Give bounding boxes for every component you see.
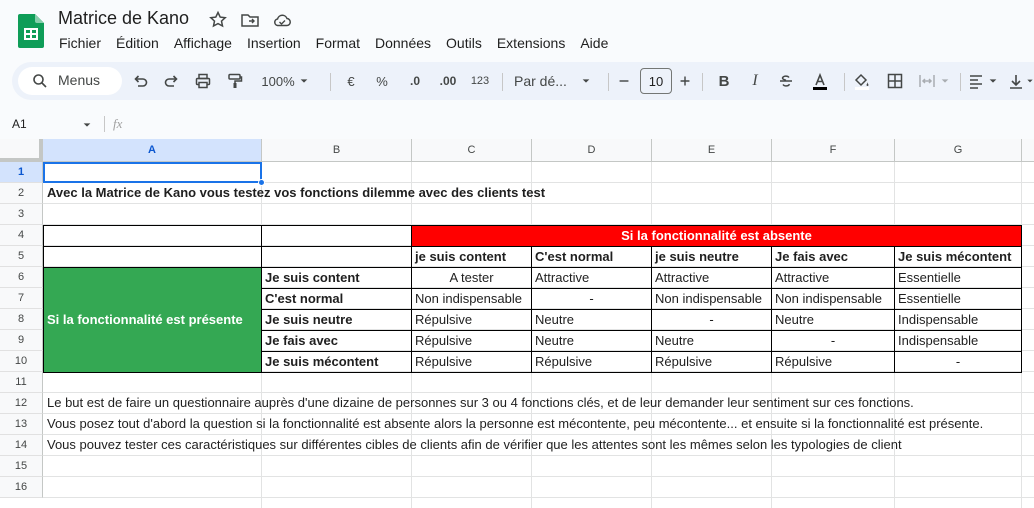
- row-header[interactable]: 10: [0, 351, 43, 372]
- row-header[interactable]: 14: [0, 435, 43, 456]
- matrix-cell[interactable]: Attractive: [771, 267, 895, 289]
- note-text[interactable]: Vous posez tout d'abord la question si la fonctionnalité est absente alors la personne est mécontente, peu mécontente... et ensuite si la fonctionnalité est présente.: [47, 416, 984, 431]
- menu-donnees[interactable]: Données: [375, 35, 432, 51]
- matrix-cell[interactable]: Attractive: [531, 267, 652, 289]
- active-cell-a1[interactable]: [43, 162, 262, 183]
- search-icon: [32, 73, 48, 89]
- present-header[interactable]: Si la fonctionnalité est présente: [43, 267, 262, 373]
- matrix-cell[interactable]: Répulsive: [771, 351, 895, 373]
- column-header-b[interactable]: B: [262, 139, 412, 162]
- row-header[interactable]: 2: [0, 183, 43, 204]
- fill-color-icon[interactable]: [852, 71, 872, 91]
- column-header-c[interactable]: C: [412, 139, 532, 162]
- column-header-f[interactable]: F: [772, 139, 895, 162]
- matrix-cell[interactable]: Neutre: [531, 330, 652, 352]
- menu-affichage[interactable]: Affichage: [173, 35, 232, 51]
- chevron-down-icon[interactable]: [988, 71, 998, 91]
- row-header[interactable]: 4: [0, 225, 43, 246]
- intro-text[interactable]: Avec la Matrice de Kano vous testez vos fonctions dilemme avec des clients test: [47, 185, 546, 200]
- col-header-normal[interactable]: C'est normal: [531, 246, 652, 268]
- print-icon[interactable]: [193, 71, 213, 91]
- row-header[interactable]: 15: [0, 456, 43, 477]
- row-header[interactable]: 11: [0, 372, 43, 393]
- row-header[interactable]: 16: [0, 477, 43, 498]
- table-cell[interactable]: [261, 246, 412, 268]
- row-header[interactable]: 6: [0, 267, 43, 288]
- chevron-down-icon[interactable]: [298, 71, 310, 91]
- decrease-decimal-button[interactable]: .0: [409, 74, 420, 88]
- toolbar-divider: [330, 73, 331, 91]
- search-label: Menus: [58, 72, 101, 88]
- italic-icon[interactable]: I: [752, 72, 758, 89]
- row-label[interactable]: Je fais avec: [261, 330, 412, 352]
- column-header-d[interactable]: D: [532, 139, 652, 162]
- redo-icon[interactable]: [162, 71, 182, 91]
- row-label[interactable]: Je suis content: [261, 267, 412, 289]
- matrix-cell[interactable]: Répulsive: [651, 351, 772, 373]
- matrix-cell[interactable]: A tester: [411, 267, 532, 289]
- table-cell[interactable]: [261, 225, 412, 247]
- chevron-down-icon[interactable]: [580, 71, 592, 91]
- strikethrough-icon[interactable]: [777, 71, 795, 91]
- currency-format-button[interactable]: €: [347, 73, 355, 89]
- fx-icon: fx: [113, 116, 123, 131]
- percent-format-button[interactable]: %: [376, 73, 388, 89]
- column-header-h[interactable]: [1022, 139, 1034, 162]
- toolbar-divider: [702, 73, 703, 91]
- note-text[interactable]: Vous pouvez tester ces caractéristiques sur différentes cibles de clients afin de vérifier que les attentes sont les mêmes selon les typologies de client: [47, 437, 902, 452]
- toolbar-divider: [502, 73, 503, 91]
- text-color-icon[interactable]: [809, 71, 831, 91]
- absent-header[interactable]: Si la fonctionnalité est absente: [411, 225, 1022, 247]
- row-header[interactable]: 13: [0, 414, 43, 435]
- spreadsheet-grid: [0, 139, 1034, 508]
- zoom-select[interactable]: 100%: [261, 73, 295, 89]
- chevron-down-icon[interactable]: [82, 120, 92, 130]
- increase-decimal-button[interactable]: .00: [439, 74, 457, 88]
- matrix-cell[interactable]: Essentielle: [894, 267, 1022, 289]
- cell-reference: A1: [12, 117, 27, 131]
- matrix-cell[interactable]: Indispensable: [894, 309, 1022, 331]
- matrix-cell[interactable]: Neutre: [651, 330, 772, 352]
- table-cell[interactable]: [43, 246, 262, 268]
- col-header-mecontent[interactable]: Je suis mécontent: [894, 246, 1022, 268]
- note-text[interactable]: Le but est de faire un questionnaire auprès d'une dizaine de personnes sur 3 ou 4 fonctions clés, et de leur demander leur sentiment sur ces fonctions.: [47, 395, 914, 410]
- menu-insertion[interactable]: Insertion: [246, 35, 301, 51]
- bold-icon[interactable]: B: [718, 72, 730, 90]
- gridline: [43, 476, 1034, 477]
- formula-bar: [0, 110, 1034, 138]
- undo-icon[interactable]: [130, 71, 150, 91]
- star-icon[interactable]: [208, 10, 228, 30]
- merge-cells-icon[interactable]: [917, 71, 937, 91]
- col-header-neutre[interactable]: je suis neutre: [651, 246, 772, 268]
- column-header-e[interactable]: E: [652, 139, 772, 162]
- matrix-cell[interactable]: Attractive: [651, 267, 772, 289]
- row-header[interactable]: 9: [0, 330, 43, 351]
- cloud-saved-icon[interactable]: [272, 10, 292, 30]
- row-label[interactable]: Je suis neutre: [261, 309, 412, 331]
- decrease-font-size-icon[interactable]: [616, 71, 632, 91]
- sheets-logo-icon[interactable]: [18, 14, 44, 48]
- matrix-cell[interactable]: Non indispensable: [771, 288, 895, 310]
- font-select[interactable]: Par dé...: [514, 73, 567, 89]
- menu-extensions[interactable]: Extensions: [496, 35, 566, 51]
- toolbar-divider: [104, 116, 105, 132]
- matrix-cell[interactable]: Répulsive: [411, 351, 532, 373]
- row-header[interactable]: 8: [0, 309, 43, 330]
- document-title[interactable]: Matrice de Kano: [58, 8, 190, 28]
- column-header-g[interactable]: G: [895, 139, 1022, 162]
- toolbar: [12, 62, 1034, 100]
- matrix-cell[interactable]: -: [771, 330, 895, 352]
- row-header[interactable]: 5: [0, 246, 43, 267]
- col-header-content[interactable]: je suis content: [411, 246, 532, 268]
- row-label[interactable]: Je suis mécontent: [261, 351, 412, 373]
- row-header[interactable]: 3: [0, 204, 43, 225]
- chevron-down-icon[interactable]: [940, 71, 950, 91]
- borders-icon[interactable]: [886, 71, 904, 91]
- matrix-cell[interactable]: Indispensable: [894, 330, 1022, 352]
- chevron-down-icon[interactable]: [1026, 71, 1034, 91]
- matrix-cell[interactable]: -: [531, 288, 652, 310]
- move-folder-icon[interactable]: [240, 10, 260, 30]
- toolbar-divider: [960, 73, 961, 91]
- menu-bar: [52, 34, 616, 54]
- menu-format[interactable]: Format: [315, 35, 360, 51]
- gridline: [43, 455, 1034, 456]
- align-left-icon[interactable]: [967, 71, 985, 91]
- toolbar-divider: [608, 73, 609, 91]
- font-size-input[interactable]: 10: [640, 68, 672, 94]
- formula-input[interactable]: [140, 112, 1034, 136]
- table-cell[interactable]: [43, 225, 262, 247]
- matrix-cell[interactable]: Neutre: [771, 309, 895, 331]
- matrix-cell[interactable]: Répulsive: [531, 351, 652, 373]
- toolbar-divider: [844, 73, 845, 91]
- matrix-cell[interactable]: Répulsive: [411, 330, 532, 352]
- row-label[interactable]: C'est normal: [261, 288, 412, 310]
- col-header-fais-avec[interactable]: Je fais avec: [771, 246, 895, 268]
- matrix-cell[interactable]: Neutre: [531, 309, 652, 331]
- matrix-cell[interactable]: -: [651, 309, 772, 331]
- vertical-align-icon[interactable]: [1007, 71, 1025, 91]
- row-header[interactable]: 12: [0, 393, 43, 414]
- gridline: [43, 497, 1034, 498]
- matrix-cell[interactable]: Essentielle: [894, 288, 1022, 310]
- row-header[interactable]: 7: [0, 288, 43, 309]
- matrix-cell[interactable]: -: [894, 351, 1022, 373]
- select-all-corner[interactable]: [0, 139, 43, 162]
- menu-aide[interactable]: Aide: [580, 35, 609, 51]
- gridline: [43, 203, 1034, 204]
- more-formats-button[interactable]: 123: [470, 75, 490, 87]
- search-menus-button[interactable]: [18, 67, 122, 95]
- paint-format-icon[interactable]: [225, 71, 245, 91]
- matrix-cell[interactable]: Répulsive: [411, 309, 532, 331]
- menu-outils[interactable]: Outils: [446, 35, 482, 51]
- matrix-cell[interactable]: Non indispensable: [411, 288, 532, 310]
- menu-edition[interactable]: Édition: [116, 35, 159, 51]
- column-header-a[interactable]: A: [43, 139, 262, 162]
- menu-fichier[interactable]: Fichier: [59, 35, 102, 51]
- matrix-cell[interactable]: Non indispensable: [651, 288, 772, 310]
- increase-font-size-icon[interactable]: [677, 71, 693, 91]
- row-header[interactable]: 1: [0, 162, 43, 183]
